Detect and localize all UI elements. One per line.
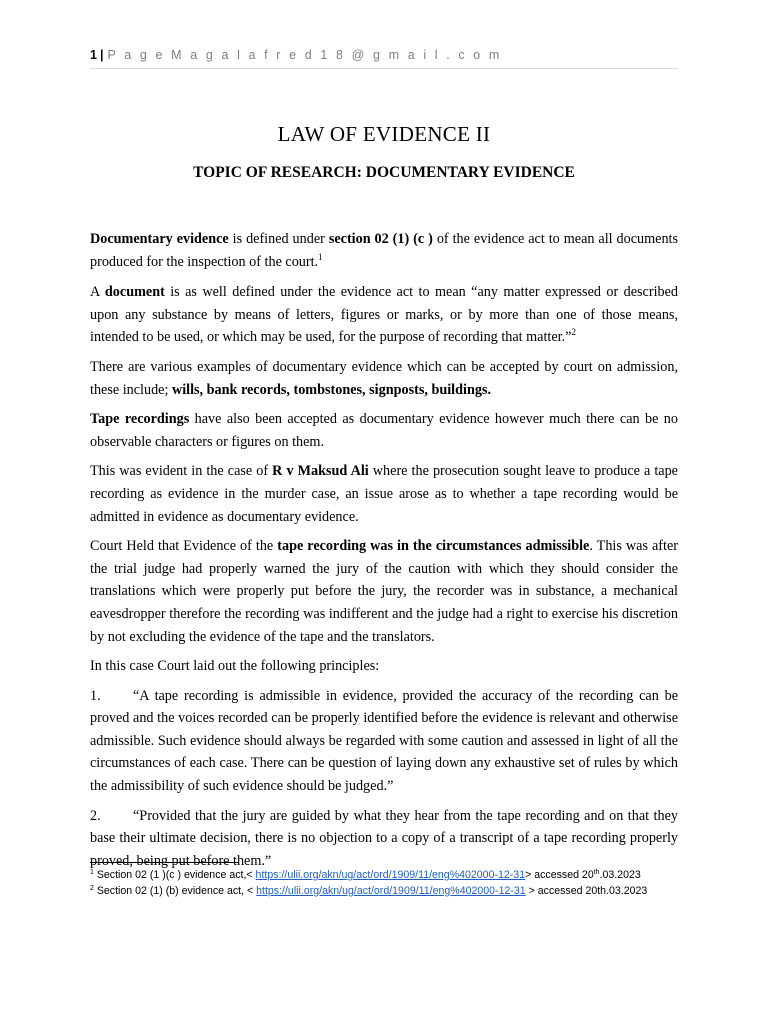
- list-number: 2.: [90, 807, 101, 824]
- paragraph-text: A: [90, 284, 105, 301]
- footnote-2: [90, 884, 678, 900]
- footnote-link[interactable]: https://ulii.org/akn/ug/act/ord/1909/11/eng%402000-12-31: [256, 884, 526, 897]
- case-name: R v Maksud Ali: [272, 463, 369, 480]
- bold-term: Tape recordings: [90, 411, 190, 428]
- footnote-text: Section 02 (1 )(c ) evidence act,<: [93, 869, 256, 881]
- header-separator: |: [99, 48, 104, 62]
- paragraph-text: Court Held that Evidence of the: [90, 538, 278, 555]
- page-number: 1: [90, 48, 97, 62]
- footnote-superscript: th: [593, 869, 600, 876]
- paragraph-document-definition: [90, 281, 678, 349]
- footnote-ref[interactable]: 2: [571, 327, 576, 338]
- footnote-link[interactable]: https://ulii.org/akn/ug/act/ord/1909/11/eng%402000-12-31: [255, 869, 526, 881]
- paragraph-text: have also been accepted as documentary evidence however much there can be no observable characters or figures on them.: [90, 411, 678, 450]
- paragraph-holding: [90, 535, 678, 648]
- footnote-separator: [90, 862, 238, 863]
- header-email: M a g a l a f r e d 1 8 @ g m a i l . c o m: [171, 48, 502, 62]
- footnote-text: .03.2023: [599, 869, 641, 881]
- footnote-ref[interactable]: 1: [318, 251, 323, 262]
- footnote-text: Section 02 (1) (b) evidence act, <: [93, 884, 257, 897]
- list-number: 1.: [90, 687, 101, 704]
- footnotes: [90, 868, 678, 899]
- paragraph-examples: [90, 356, 678, 401]
- page-label: P a g e: [107, 48, 166, 62]
- paragraph-text: where the prosecution sought leave to produce a tape recording as evidence in the murder case, an issue arose as to whether a tape recording would be admitted in evidence as documentary evidence.: [90, 463, 678, 525]
- paragraph-text: is as well defined under the evidence act to mean “any matter expressed or described upon any substance by means of letters, figures or marks, or by more than one of those means, intended to be used, or which may be used, for the purpose of recording that matter.”: [90, 284, 679, 346]
- footnote-text: > accessed 20th.03.2023: [525, 884, 648, 897]
- bold-term: section 02 (1) (c ): [328, 231, 433, 247]
- principle-text: “Provided that the jury are guided by what they hear from the tape recording and on that they base their ultimate decision, there is no objection to a copy of a transcript of a tape recording properly proved, being put before them.”: [90, 807, 678, 869]
- document-subtitle: TOPIC OF RESEARCH: DOCUMENTARY EVIDENCE: [193, 164, 575, 181]
- document-title: LAW OF EVIDENCE II: [277, 122, 491, 146]
- footnote-marker: 1: [90, 869, 94, 876]
- paragraph-definition: [90, 228, 678, 273]
- paragraph-text: There are various examples of documentary evidence which can be accepted by court on admission, these include;: [90, 358, 678, 398]
- principle-text: “A tape recording is admissible in evidence, provided the accuracy of the recording can be proved and the voices recorded can be properly identified before the evidence is relevant and otherwise admissible. Such evidence should always be regarded with some caution and assessed in light of all the circumstances of each case. There can be question of laying down any exhaustive set of rules by which the admissibility of such evidence should be judged.”: [90, 687, 678, 795]
- paragraph-case: [90, 460, 678, 528]
- bold-term: Documentary evidence: [90, 231, 229, 247]
- footnote-1: [90, 868, 678, 884]
- paragraph-text: . This was after the trial judge had properly warned the jury of the caution with which they should consider the translations which were properly put before the jury, the recorder was in substance, a mechanical eavesdropper therefore the recording was indifferent and the judge had a right to exercise his discretion by not excluding the evidence of the tape and the translators.: [90, 538, 678, 645]
- paragraph-tape-recordings: [90, 408, 678, 453]
- footnote-marker: 2: [90, 884, 94, 892]
- paragraph-text: This was evident in the case of: [90, 463, 273, 480]
- paragraph-text: of the evidence act to mean all documents produced for the inspection of the court.: [90, 231, 679, 270]
- page-header: [90, 48, 678, 69]
- principle-item: [90, 685, 678, 798]
- document-body: [90, 228, 678, 879]
- paragraph-principles-intro: In this case Court laid out the following principles:: [90, 658, 380, 675]
- bold-term: document: [104, 284, 165, 301]
- bold-term: wills, bank records, tombstones, signposts, buildings.: [171, 381, 491, 398]
- bold-term: tape recording was in the circumstances admissible: [277, 538, 590, 555]
- footnote-text: > accessed 20: [525, 869, 594, 881]
- paragraph-text: is defined under: [228, 231, 329, 247]
